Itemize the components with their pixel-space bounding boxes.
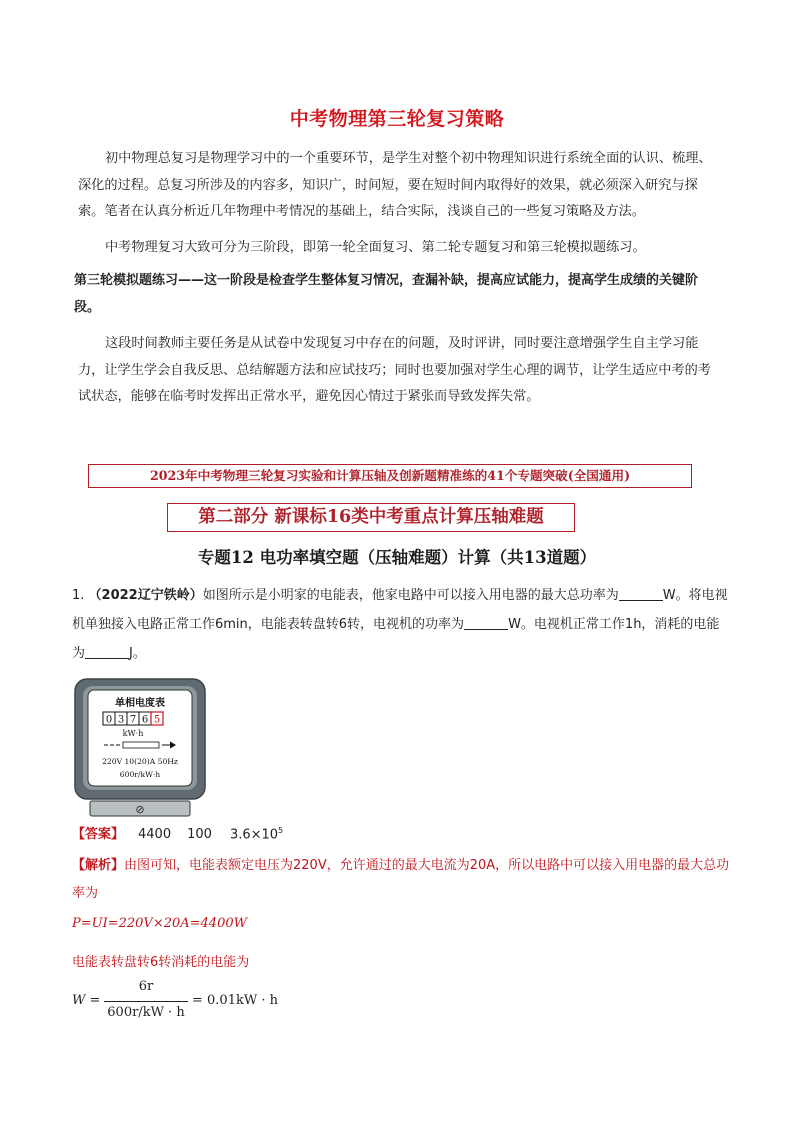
power-formula: P=UI=220V×20A=4400W [72,916,247,931]
question-text-a: 如图所示是小明家的电能表，他家电路中可以接入用电器的最大总功率为 [202,588,619,603]
energy-formula-rhs: = 0.01kW · h [192,993,278,1008]
intro-paragraph-1-text: 初中物理总复习是物理学习中的一个重要环节，是学生对整个初中物理知识进行系统全面的认识、梳理、深化的过程。总复习所涉及的内容多，知识广，时间短，要在短时间内取得好的效果，就必须深入研究与探索。笔者在认真分析近几年物理中考情况的基础上，结合实际，浅谈自己的一些复习策略及方法。 [78,151,712,219]
meter-constant: 600r/kW·h [119,770,161,779]
answer-blank-2[interactable] [464,615,508,630]
answer-value-2: 100 [187,827,212,842]
meter-digit: 3 [117,714,125,726]
answer-value-1: 4400 [138,827,172,842]
answer-line [72,823,283,842]
answer-value-3-exponent: 5 [278,825,284,835]
meter-digit: 7 [129,714,137,726]
question-source: （2022辽宁铁岭） [88,588,203,603]
intro-paragraph-2-text: 中考物理复习大致可分为三阶段，即第一轮全面复习、第二轮专题复习和第三轮模拟题练习。 [105,240,646,255]
electric-meter-figure [74,678,206,818]
intro-paragraph-3-text: 这段时间教师主要任务是从试卷中发现复习中存在的问题，及时评讲，同时要注意增强学生自主学习能力，让学生学会自我反思、总结解题方法和应试技巧；同时也要加强对学生心理的调节，让学生适应中考的考试状态，能够在临考时发挥出正常水平，避免因心情过于紧张而导致发挥失常。 [78,336,711,404]
part-title: 第二部分 新课标16类中考重点计算压轴难题 [167,503,575,532]
meter-name: 单相电度表 [115,698,165,709]
energy-intro-line: 电能表转盘转6转消耗的电能为 [72,955,250,970]
question-text-b: W。将电视机单独接入电路正常工作6min，电能表转盘转6转，电视机的功率为 [72,588,728,632]
topic-title: 专题12 电功率填空题（压轴难题）计算（共13道题） [197,548,597,567]
intro-paragraph-3 [78,331,718,411]
question-text-d: J。 [129,646,146,661]
answer-value-3-base: 3.6×10 [229,827,279,842]
meter-spec: 220V 10(20)A 50Hz [102,757,178,766]
screw-icon: ⊘ [135,803,145,816]
meter-digit: 6 [141,714,149,726]
intro-paragraph-2 [78,235,718,262]
question-number: 1. [72,588,85,603]
analysis-text: 由图可知，电能表额定电压为220V，允许通过的最大电流为20A，所以电路中可以接入用电器的最大总功率为 [72,858,730,901]
answer-blank-3[interactable] [85,644,129,659]
energy-formula-denominator: 600r/kW · h [107,1005,185,1020]
question-text-c: W。电视机正常工作1h，消耗的电能为 [72,617,720,661]
question-1 [72,581,732,668]
meter-digits [103,712,163,726]
series-banner: 2023年中考物理三轮复习实验和计算压轴及创新题精准练的41个专题突破(全国通用) [88,464,692,488]
stage-three-paragraph: 第三轮模拟题练习——这一阶段是检查学生整体复习情况，查漏补缺，提高应试能力，提高学生成绩的关键阶段。 [74,273,699,315]
meter-digit: 0 [105,714,113,726]
meter-digit: 5 [153,714,161,726]
answer-blank-1[interactable] [619,586,663,601]
meter-unit: kW·h [122,729,144,738]
electric-meter-image [74,678,206,818]
analysis-label: 【解析】 [72,858,125,873]
intro-paragraph-1 [78,146,718,226]
energy-formula-lhs: W = [72,993,101,1008]
analysis-paragraph [72,852,732,908]
answer-label: 【答案】 [72,827,125,842]
fraction-bar [104,1001,188,1002]
answer-value-3 [230,826,283,842]
page-title: 中考物理第三轮复习策略 [289,108,505,130]
energy-formula-numerator: 6r [138,979,154,994]
